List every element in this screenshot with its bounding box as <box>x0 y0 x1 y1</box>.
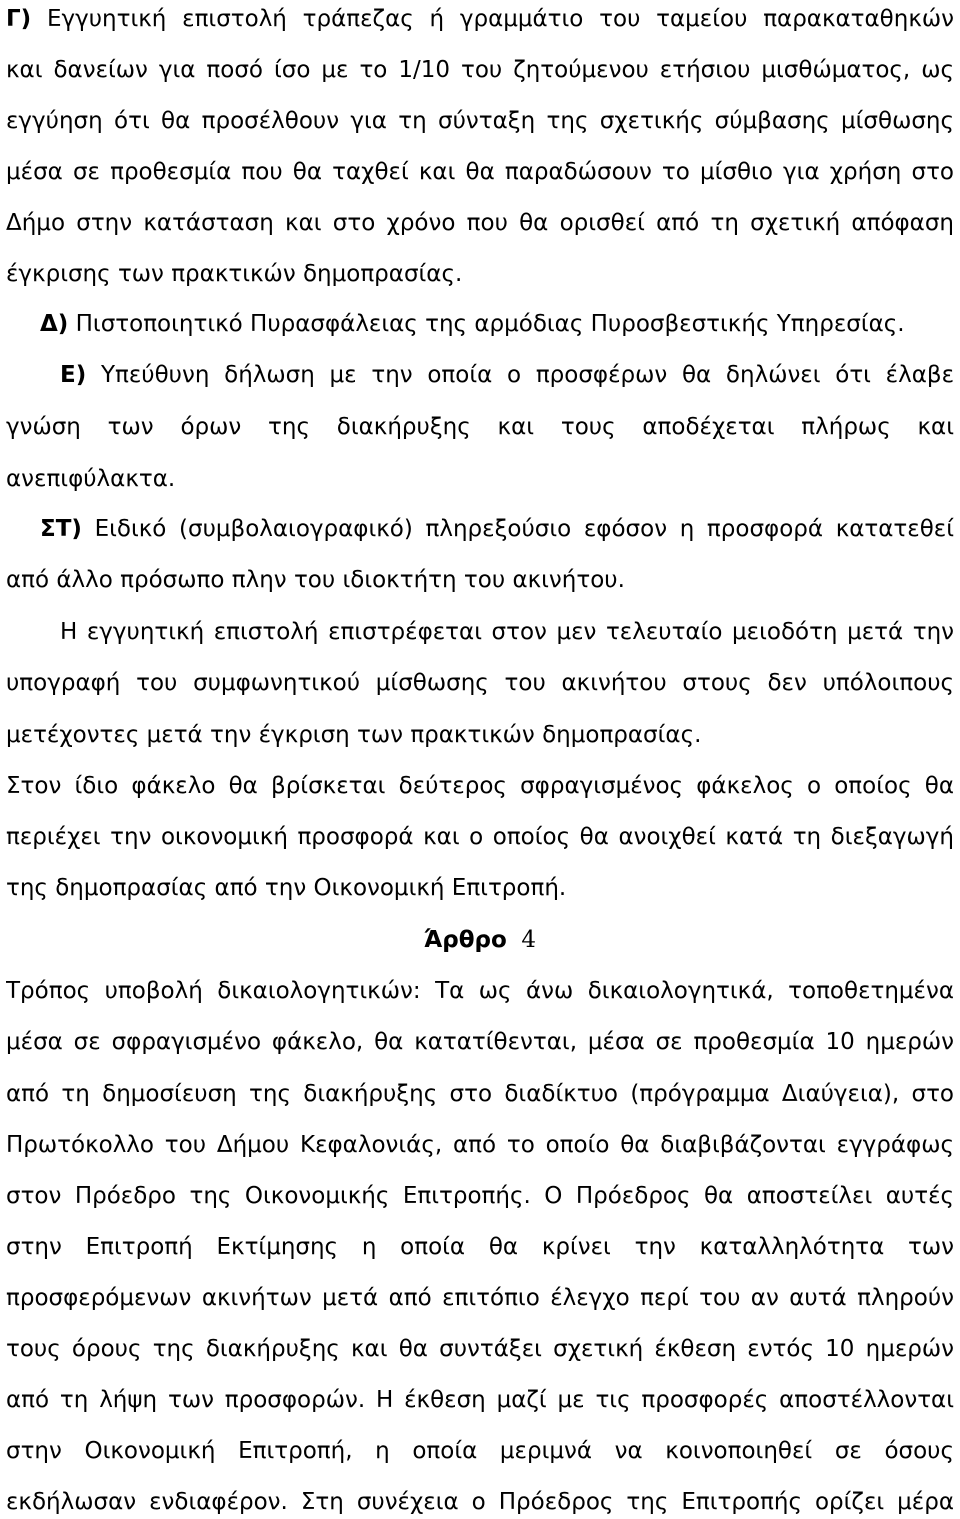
article-heading <box>6 923 954 957</box>
text-line: από τη λήψη των προσφορών. Η έκθεση μαζί με τις προσφορές αποστέλλονται <box>6 1387 954 1413</box>
text-line: μέσα σε σφραγισμένο φάκελο, θα κατατίθενται, μέσα σε προθεσμία 10 ημερών <box>6 1029 954 1055</box>
text-line: ΣΤ) Ειδικό (συμβολαιογραφικό) πληρεξούσιο εφόσον η προσφορά κατατεθεί <box>40 516 954 542</box>
text-line: στην Επιτροπή Εκτίμησης η οποία θα κρίνει την καταλληλότητα των <box>6 1234 954 1260</box>
text-line: Δήμο στην κατάσταση και στο χρόνο που θα ορισθεί από τη σχετική απόφαση <box>6 210 954 236</box>
text-line: στην Οικονομική Επιτροπή, η οποία μεριμνά να κοινοποιηθεί σε όσους <box>6 1438 954 1464</box>
text-line: στον Πρόεδρο της Οικονομικής Επιτροπής. Ο Πρόεδρος θα αποστείλει αυτές <box>6 1183 954 1209</box>
item-label-st: ΣΤ) <box>40 516 82 542</box>
text-line: Στον ίδιο φάκελο θα βρίσκεται δεύτερος σφραγισμένος φάκελος ο οποίος θα <box>6 773 954 799</box>
text-line: έγκρισης των πρακτικών δημοπρασίας. <box>6 261 463 287</box>
text-line: προσφερόμενων ακινήτων μετά από επιτόπιο έλεγχο περί του αν αυτά πληρούν <box>6 1285 954 1311</box>
text-line: Ε) Υπεύθυνη δήλωση με την οποία ο προσφέρων θα δηλώνει ότι έλαβε <box>60 362 954 388</box>
text-line: υπογραφή του συμφωνητικού μίσθωσης του ακινήτου στους δεν υπόλοιπους <box>6 670 954 696</box>
text-line: Δ) Πιστοποιητικό Πυρασφάλειας της αρμόδιας Πυροσβεστικής Υπηρεσίας. <box>40 311 905 337</box>
text-line: μετέχοντες μετά την έγκριση των πρακτικών δημοπρασίας. <box>6 722 702 748</box>
article-heading-word: Άρθρο <box>423 927 507 953</box>
text-line: τους όρους της διακήρυξης και θα συντάξει σχετική έκθεση εντός 10 ημερών <box>6 1336 954 1362</box>
text-line: γνώση των όρων της διακήρυξης και τους αποδέχεται πλήρως και <box>6 414 954 440</box>
text-line: Τρόπος υποβολή δικαιολογητικών: Τα ως άνω δικαιολογητικά, τοποθετημένα <box>6 978 954 1004</box>
text-line: περιέχει την οικονομική προσφορά και ο οποίος θα ανοιχθεί κατά τη διεξαγωγή <box>6 824 954 850</box>
text-line: εγγύηση ότι θα προσέλθουν για τη σύνταξη της σχετικής σύμβασης μίσθωσης <box>6 108 954 134</box>
text-line: Γ) Εγγυητική επιστολή τράπεζας ή γραμμάτιο του ταμείου παρακαταθηκών <box>6 6 954 32</box>
text-line: Πρωτόκολλο του Δήμου Κεφαλονιάς, από το οποίο θα διαβιβάζονται εγγράφως <box>6 1132 954 1158</box>
text-line: μέσα σε προθεσμία που θα ταχθεί και θα παραδώσουν το μίσθιο για χρήση στο <box>6 159 954 185</box>
text-line: της δημοπρασίας από την Οικονομική Επιτροπή. <box>6 875 567 901</box>
item-label-d: Δ) <box>40 311 69 337</box>
text-line: από τη δημοσίευση της διακήρυξης στο διαδίκτυο (πρόγραμμα Διαύγεια), στο <box>6 1081 954 1107</box>
text-line: και δανείων για ποσό ίσο με το 1/10 του ζητούμενου ετήσιου μισθώματος, ως <box>6 57 954 83</box>
item-label-g: Γ) <box>6 6 32 32</box>
text-line: εκδήλωσαν ενδιαφέρον. Στη συνέχεια ο Πρόεδρος της Επιτροπής ορίζει μέρα <box>6 1489 954 1515</box>
text-line: από άλλο πρόσωπο πλην του ιδιοκτήτη του ακινήτου. <box>6 567 625 593</box>
article-number: 4 <box>521 927 537 953</box>
item-label-e: Ε) <box>60 362 87 388</box>
text-line: ανεπιφύλακτα. <box>6 466 176 492</box>
text-line: Η εγγυητική επιστολή επιστρέφεται στον μεν τελευταίο μειοδότη μετά την <box>60 619 954 645</box>
